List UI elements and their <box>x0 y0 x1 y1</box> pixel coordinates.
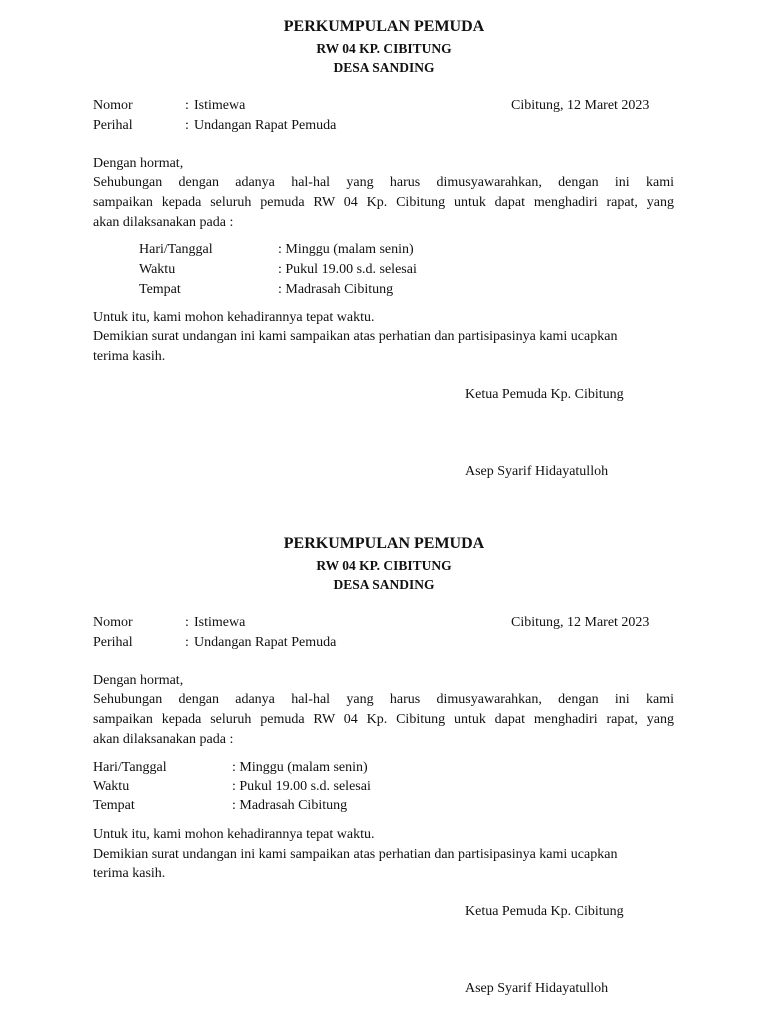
salutation: Dengan hormat, <box>93 156 184 171</box>
signatory-name: Asep Syarif Hidayatulloh <box>465 981 609 996</box>
closing-line: Untuk itu, kami mohon kehadirannya tepat waktu. <box>93 310 375 325</box>
signatory-title: Ketua Pemuda Kp. Cibitung <box>465 387 624 402</box>
body-line: Sehubungan dengan adanya hal-hal yang harus dimusyawarahkan, dengan ini kami <box>93 175 674 190</box>
detail-value-waktu: : Pukul 19.00 s.d. selesai <box>278 262 417 277</box>
perihal-label: Perihal <box>93 118 133 133</box>
detail-label-waktu: Waktu <box>139 262 176 277</box>
nomor-value: Istimewa <box>194 615 246 630</box>
letter-org-rw: RW 04 KP. CIBITUNG <box>316 41 452 56</box>
letter-org-rw: RW 04 KP. CIBITUNG <box>316 558 452 573</box>
detail-value-hari: : Minggu (malam senin) <box>232 760 368 775</box>
detail-label-waktu: Waktu <box>93 779 130 794</box>
detail-label-tempat: Tempat <box>93 798 135 813</box>
letter-org-title: PERKUMPULAN PEMUDA <box>283 535 485 552</box>
perihal-value: Undangan Rapat Pemuda <box>194 118 337 133</box>
nomor-label: Nomor <box>93 615 133 630</box>
nomor-colon: : <box>185 615 189 630</box>
detail-label-hari: Hari/Tanggal <box>93 760 167 775</box>
signatory-name: Asep Syarif Hidayatulloh <box>465 464 609 479</box>
body-line: sampaikan kepada seluruh pemuda RW 04 Kp. Cibitung untuk dapat menghadiri rapat, yang <box>93 712 674 727</box>
perihal-value: Undangan Rapat Pemuda <box>194 635 337 650</box>
nomor-colon: : <box>185 98 189 113</box>
closing-line: Untuk itu, kami mohon kehadirannya tepat waktu. <box>93 827 375 842</box>
detail-value-waktu: : Pukul 19.00 s.d. selesai <box>232 779 371 794</box>
perihal-label: Perihal <box>93 635 133 650</box>
detail-label-hari: Hari/Tanggal <box>139 242 213 257</box>
nomor-value: Istimewa <box>194 98 246 113</box>
closing-line: Demikian surat undangan ini kami sampaikan atas perhatian dan partisipasinya kami ucapkan <box>93 847 618 862</box>
letter-org-desa: DESA SANDING <box>333 60 435 75</box>
detail-value-tempat: : Madrasah Cibitung <box>232 798 348 813</box>
body-paragraph <box>93 173 674 233</box>
body-line: akan dilaksanakan pada : <box>93 215 234 230</box>
detail-label-tempat: Tempat <box>139 282 181 297</box>
detail-value-tempat: : Madrasah Cibitung <box>278 282 394 297</box>
nomor-label: Nomor <box>93 98 133 113</box>
letter-org-title: PERKUMPULAN PEMUDA <box>283 18 485 35</box>
perihal-colon: : <box>185 118 189 133</box>
closing-line: Demikian surat undangan ini kami sampaikan atas perhatian dan partisipasinya kami ucapkan <box>93 329 618 344</box>
letter-org-desa: DESA SANDING <box>333 577 435 592</box>
signatory-title: Ketua Pemuda Kp. Cibitung <box>465 904 624 919</box>
perihal-colon: : <box>185 635 189 650</box>
body-line: akan dilaksanakan pada : <box>93 732 234 747</box>
body-paragraph <box>93 690 674 750</box>
salutation: Dengan hormat, <box>93 673 184 688</box>
body-line: Sehubungan dengan adanya hal-hal yang harus dimusyawarahkan, dengan ini kami <box>93 692 674 707</box>
body-line: sampaikan kepada seluruh pemuda RW 04 Kp. Cibitung untuk dapat menghadiri rapat, yang <box>93 195 674 210</box>
closing-line: terima kasih. <box>93 866 166 881</box>
place-date: Cibitung, 12 Maret 2023 <box>511 98 650 113</box>
place-date: Cibitung, 12 Maret 2023 <box>511 615 650 630</box>
closing-line: terima kasih. <box>93 349 166 364</box>
detail-value-hari: : Minggu (malam senin) <box>278 242 414 257</box>
